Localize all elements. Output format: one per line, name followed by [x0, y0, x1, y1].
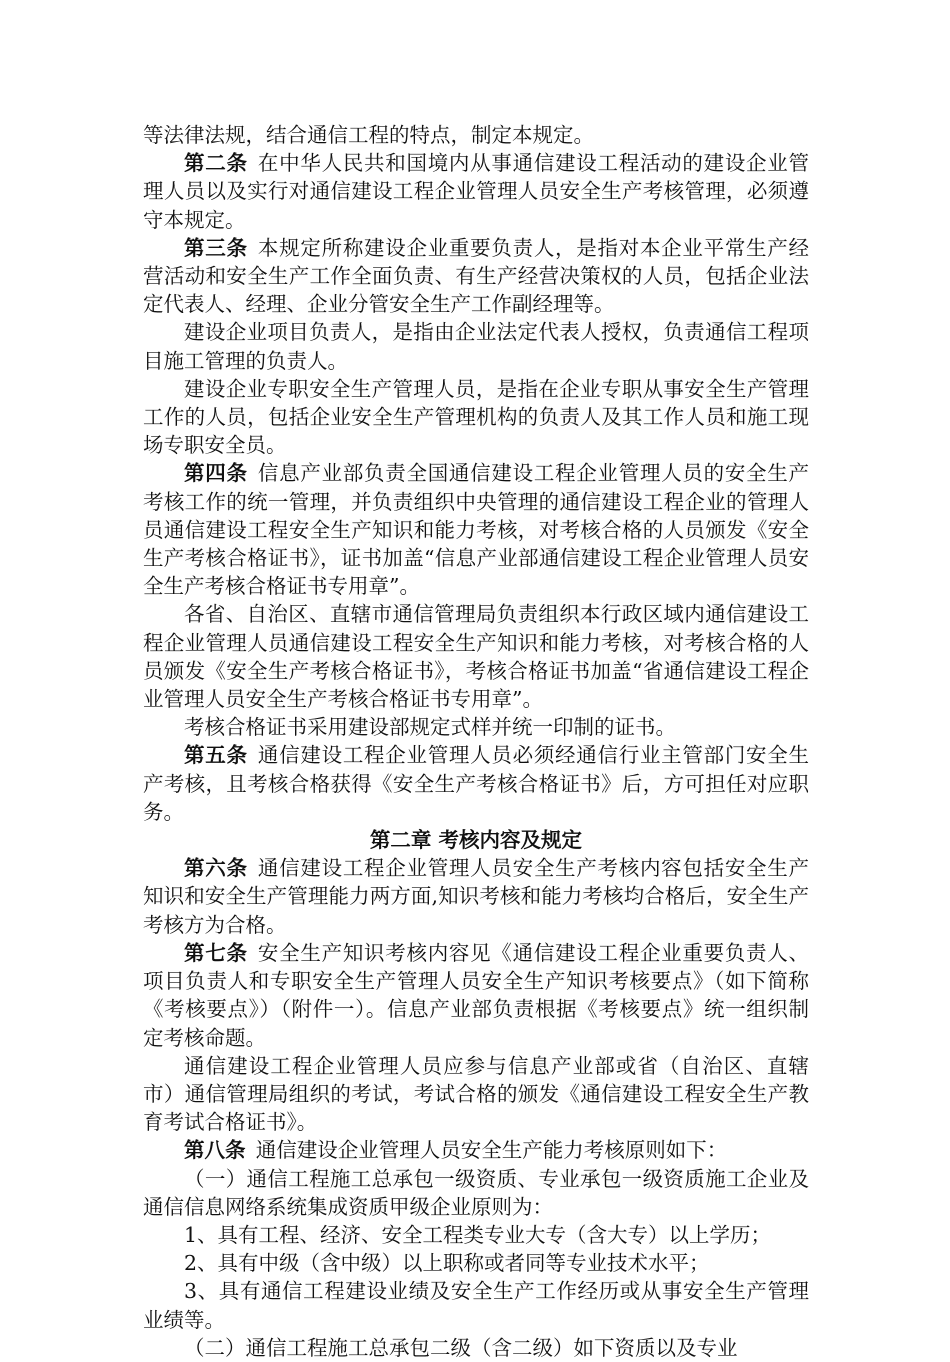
- paragraph-text: 信息产业部负责全国通信建设工程企业管理人员的安全生产考核工作的统一管理，并负责组织中央管理的通信建设工程企业的管理人员通信建设工程安全生产知识和能力考核，对考核合格的人员颁发《安全生产考核合格证书》，证书加盖“信息产业部通信建设工程企业管理人员安全生产考核合格证书专用章”。: [143, 461, 810, 599]
- article-2: [143, 149, 809, 234]
- article-3: [143, 234, 809, 319]
- paragraph-subitem-2: [143, 1249, 809, 1277]
- article-7: [143, 939, 809, 1052]
- article-label: 第七条: [184, 940, 248, 965]
- paragraph-text: 建设企业项目负责人，是指由企业法定代表人授权，负责通信工程项目施工管理的负责人。: [143, 320, 809, 373]
- paragraph-text: （一）通信工程施工总承包一级资质、专业承包一级资质施工企业及通信信息网络系统集成资质甲级企业原则为：: [143, 1166, 809, 1219]
- paragraph-item-1: [143, 1165, 809, 1221]
- article-5: [143, 741, 809, 826]
- article-label: 第三条: [184, 235, 248, 260]
- paragraph-project-manager: [143, 318, 809, 374]
- paragraph-safety-staff: [143, 375, 809, 460]
- article-4: [143, 459, 809, 600]
- paragraph-text: 在中华人民共和国境内从事通信建设工程活动的建设企业管理人员以及实行对通信建设工程企业管理人员安全生产考核管理，必须遵守本规定。: [143, 151, 810, 232]
- paragraph-provincial: [143, 600, 809, 713]
- paragraph-text: 等法律法规，结合通信工程的特点，制定本规定。: [143, 123, 594, 147]
- paragraph-exam: [143, 1052, 809, 1137]
- paragraph-subitem-1: [143, 1221, 809, 1249]
- paragraph-text: （二）通信工程施工总承包二级（含二级）如下资质以及专业: [184, 1335, 738, 1360]
- paragraph-text: 考核合格证书采用建设部规定式样并统一印制的证书。: [184, 715, 676, 740]
- paragraph-text: 通信建设企业管理人员安全生产能力考核原则如下：: [255, 1138, 728, 1163]
- paragraph-text: 通信建设工程企业管理人员应参与信息产业部或省（自治区、直辖市）通信管理局组织的考试，考试合格的颁发《通信建设工程安全生产教育考试合格证书》。: [143, 1053, 809, 1135]
- paragraph-intro-tail: [143, 121, 809, 149]
- paragraph-text: 通信建设工程企业管理人员必须经通信行业主管部门安全生产考核，且考核合格获得《安全生产考核合格证书》后，方可担任对应职务。: [143, 743, 810, 824]
- paragraph-text: 建设企业专职安全生产管理人员，是指在企业专职从事安全生产管理工作的人员，包括企业安全生产管理机构的负责人及其工作人员和施工现场专职安全员。: [143, 376, 809, 458]
- article-label: 第二条: [184, 151, 248, 176]
- paragraph-item-2: [143, 1334, 809, 1362]
- paragraph-text: 本规定所称建设企业重要负责人，是指对本企业平常生产经营活动和安全生产工作全面负责、有生产经营决策权的人员，包括企业法定代表人、经理、企业分管安全生产工作副经理等。: [143, 235, 810, 317]
- paragraph-text: 各省、自治区、直辖市通信管理局负责组织本行政区域内通信建设工程企业管理人员通信建设工程安全生产知识和能力考核，对考核合格的人员颁发《安全生产考核合格证书》，考核合格证书加盖“省通信建设工程企业管理人员安全生产考核合格证书专用章”。: [143, 602, 809, 712]
- paragraph-text: 2、具有中级（含中级）以上职称或者同等专业技术水平；: [184, 1251, 710, 1276]
- paragraph-text: 3、具有通信工程建设业绩及安全生产工作经历或从事安全生产管理业绩等。: [143, 1279, 809, 1332]
- article-6: [143, 854, 809, 939]
- article-label: 第八条: [184, 1138, 246, 1163]
- document-page: [143, 121, 809, 1362]
- paragraph-text: 安全生产知识考核内容见《通信建设工程企业重要负责人、项目负责人和专职安全生产管理人员安全生产知识考核要点》（如下简称《考核要点》）（附件一）。信息产业部负责根据《考核要点》统一组织制定考核命题。: [143, 940, 810, 1050]
- paragraph-subitem-3: [143, 1277, 809, 1333]
- article-label: 第六条: [184, 856, 248, 881]
- article-label: 第四条: [184, 461, 248, 486]
- paragraph-text: 通信建设工程企业管理人员安全生产考核内容包括安全生产知识和安全生产管理能力两方面,知识考核和能力考核均合格后，安全生产考核方为合格。: [143, 856, 810, 937]
- article-8: [143, 1136, 809, 1164]
- paragraph-text: 1、具有工程、经济、安全工程类专业大专（含大专）以上学历；: [184, 1222, 772, 1247]
- chapter-title: 第二章 考核内容及规定: [369, 828, 583, 853]
- paragraph-certificate: [143, 713, 809, 741]
- article-label: 第五条: [184, 743, 248, 768]
